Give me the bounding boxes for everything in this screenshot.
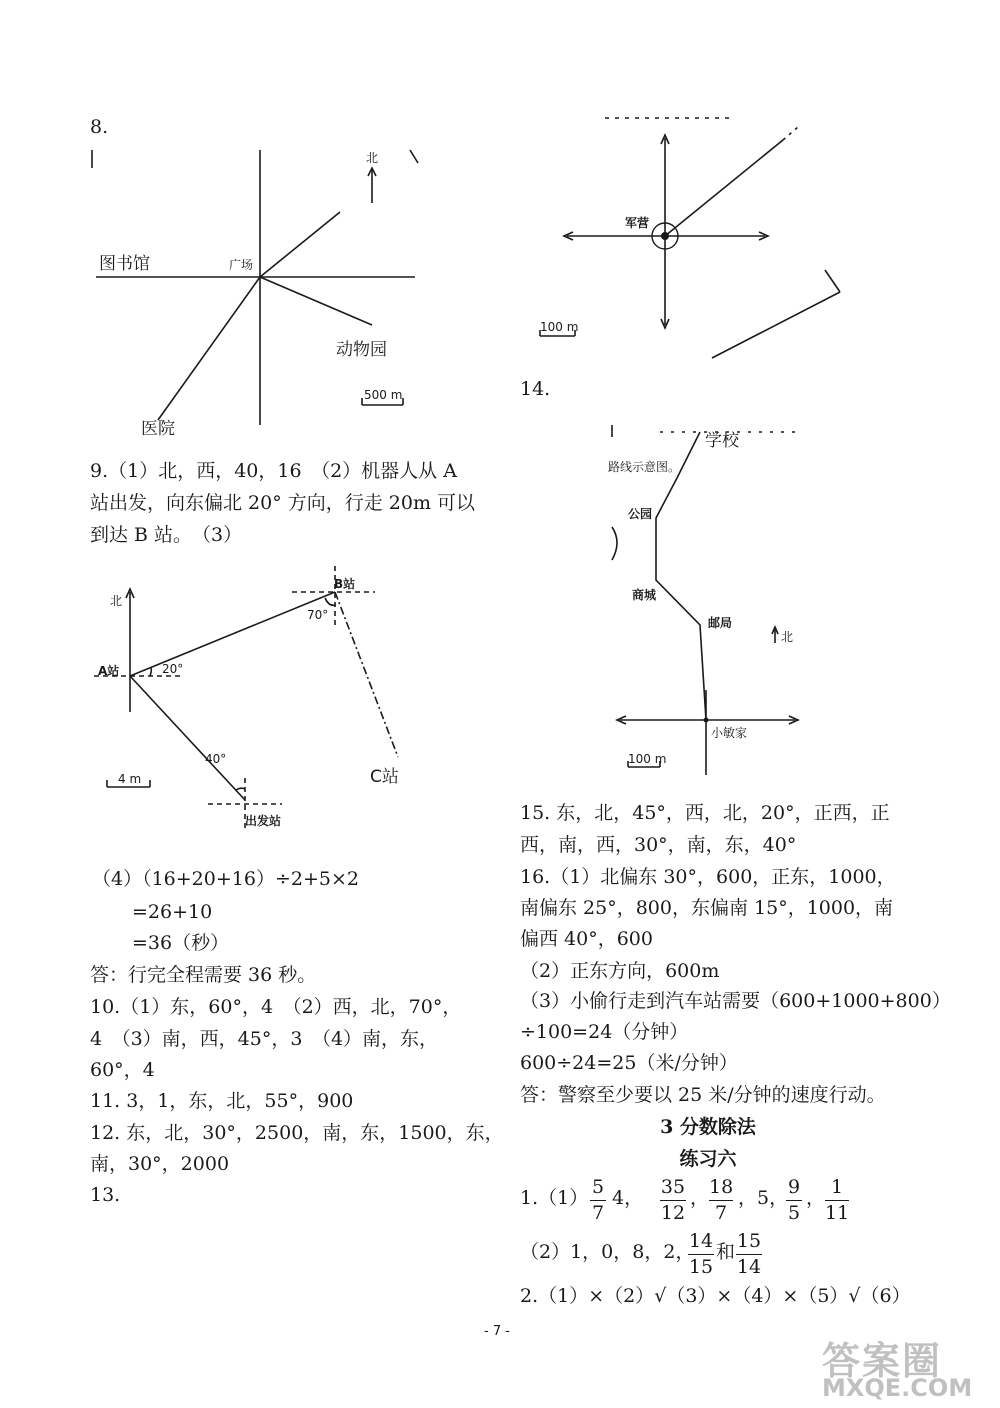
watermark-logo-text: 答案圈 xyxy=(822,1339,943,1383)
separator-4: 4， xyxy=(612,1187,644,1209)
q10-line-1: 10.（1）东，60°，4 （2）西，北，70°， xyxy=(90,996,462,1018)
exercise-2-line: 2.（1）×（2）√（3）×（4）×（5）√（6） xyxy=(520,1285,911,1307)
q9-angle-40-label: 40° xyxy=(205,752,227,766)
q9-answer: 答：行完全程需要 36 秒。 xyxy=(90,964,317,986)
q9-line-1: 9.（1）北，西，40，16 （2）机器人从 A xyxy=(90,460,457,482)
q11-line: 11. 3，1，东，北，55°，900 xyxy=(90,1090,354,1112)
q9-calc-line-2: =26+10 xyxy=(132,901,213,923)
q16-line-8: 答：警察至少要以 25 米/分钟的速度行动。 xyxy=(520,1084,886,1106)
q12-line-2: 南，30°，2000 xyxy=(90,1153,230,1175)
q9-station-b-label: B站 xyxy=(334,577,356,591)
q13-scale-label: 100 m xyxy=(540,320,579,334)
separator-comma-2: ， xyxy=(738,1187,758,1209)
q8-library-label: 图书馆 xyxy=(99,254,150,274)
q16-line-7: 600÷24=25（米/分钟） xyxy=(520,1052,738,1074)
q9-start-station-label: 出发站 xyxy=(245,814,282,828)
q9-calc-line-3: =36（秒） xyxy=(132,932,230,954)
question-14-number: 14. xyxy=(520,378,551,400)
separator-5: 5， xyxy=(757,1187,789,1209)
separator-comma-3: ， xyxy=(806,1187,826,1209)
exercise-title: 练习六 xyxy=(679,1148,737,1170)
q9-north-label: 北 xyxy=(110,594,123,608)
watermark-url: MXQE.COM xyxy=(822,1374,973,1402)
q14-scale-label: 100 m xyxy=(628,752,667,766)
question-13-number: 13. xyxy=(90,1184,121,1206)
fraction-5-7: 5 7 xyxy=(591,1176,605,1224)
q10-line-3: 60°，4 xyxy=(90,1059,155,1081)
q16-line-3: 偏西 40°，600 xyxy=(520,928,653,950)
fraction-1-11: 1 11 xyxy=(825,1176,850,1224)
q10-line-2: 4 （3）南，西，45°，3 （4）南，东， xyxy=(90,1028,439,1050)
q14-post-office-label: 邮局 xyxy=(708,616,733,630)
q9-line-3: 到达 B 站。 （3） xyxy=(90,524,243,546)
q8-hospital-label: 医院 xyxy=(141,419,175,439)
q9-line-2: 站出发，向东偏北 20° 方向，行走 20m 可以 xyxy=(90,492,476,514)
fraction-14-15: 14 15 xyxy=(688,1230,714,1278)
q14-mall-label: 商城 xyxy=(632,588,657,602)
q9-station-a-label: A站 xyxy=(98,664,120,678)
q8-plaza-label: 广场 xyxy=(229,258,254,272)
q16-line-5: （3）小偷行走到汽车站需要（600+1000+800） xyxy=(520,990,951,1012)
q8-scale-label: 500 m xyxy=(364,388,403,402)
fraction-9-5: 9 5 xyxy=(787,1176,801,1224)
q9-angle-70-label: 70° xyxy=(307,608,329,622)
page-number: - 7 - xyxy=(484,1324,510,1339)
q15-line-1: 15. 东，北，45°，西，北，20°，正西，正 xyxy=(520,802,890,824)
q13-camp-label: 军营 xyxy=(625,216,650,230)
question-8-number: 8. xyxy=(90,116,109,138)
q9-station-c-label: C站 xyxy=(370,767,399,787)
q14-park-label: 公园 xyxy=(628,507,653,521)
q8-zoo-label: 动物园 xyxy=(336,340,387,360)
q9-angle-20-label: 20° xyxy=(162,662,184,676)
and-word: 和 xyxy=(716,1241,736,1263)
q15-line-2: 西，南，西，30°，南，东，40° xyxy=(520,834,797,856)
q9-scale-label: 4 m xyxy=(118,772,142,786)
exercise-1-part-2-prefix: （2）1，0，8，2， xyxy=(520,1241,695,1263)
q14-home-label: 小敏家 xyxy=(711,726,748,740)
q16-line-4: （2）正东方向，600m xyxy=(520,960,720,982)
q14-school-label: 学校 xyxy=(705,431,739,451)
fraction-18-7: 18 7 xyxy=(709,1176,734,1224)
separator-comma-1: ， xyxy=(690,1187,710,1209)
q9-calc-line-1: （4）（16+20+16）÷2+5×2 xyxy=(92,868,359,890)
q14-north-label: 北 xyxy=(781,630,794,644)
q16-line-1: 16.（1）北偏东 30°，600，正东，1000， xyxy=(520,866,896,888)
exercise-1-part-1-prefix: 1.（1） xyxy=(520,1187,589,1209)
q12-line-1: 12. 东，北，30°，2500，南，东，1500，东， xyxy=(90,1122,504,1144)
fraction-35-12: 35 12 xyxy=(660,1176,686,1224)
q16-line-6: ÷100=24（分钟） xyxy=(520,1021,689,1043)
fraction-15-14: 15 14 xyxy=(736,1230,762,1278)
q8-north-label: 北 xyxy=(366,151,379,165)
q16-line-2: 南偏东 25°，800，东偏南 15°，1000，南 xyxy=(520,897,894,919)
section-title: 3 分数除法 xyxy=(660,1116,756,1138)
q14-caption: 路线示意图。 xyxy=(608,460,681,474)
